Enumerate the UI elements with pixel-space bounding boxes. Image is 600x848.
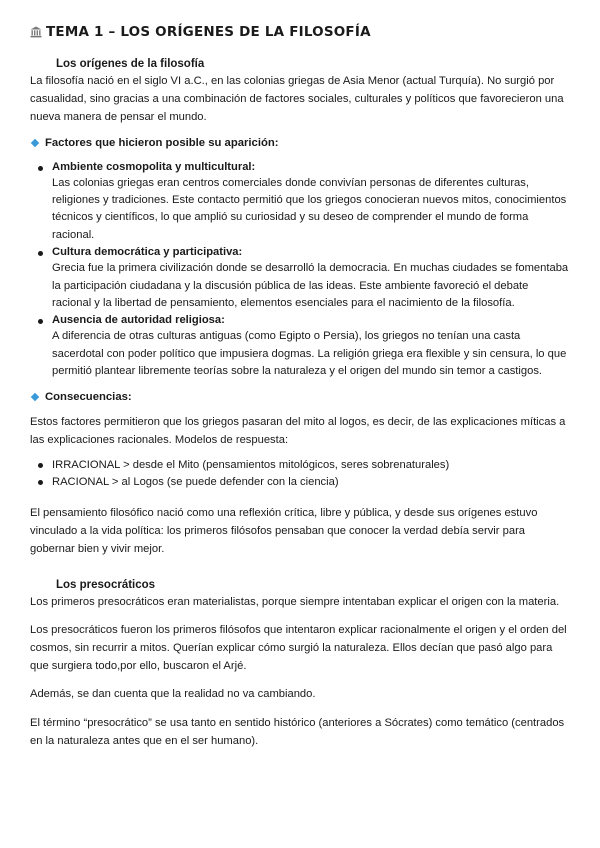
bullet-icon: [38, 480, 43, 485]
classical-building-icon: [30, 26, 42, 38]
factors-list: [30, 159, 570, 381]
consequences-closing: El pensamiento filosófico nació como una reflexión crítica, libre y pública, y desde sus orígenes estuvo vinculado a la vida política: los primeros filósofos pensaban que conocer la verdad debía servir para gobernar bien y vivir mejor.: [30, 506, 538, 556]
document-title: [30, 24, 570, 40]
factor-title: Cultura democrática y participativa:: [52, 246, 243, 259]
title-text: TEMA 1 – LOS ORÍGENES DE LA FILOSOFÍA: [46, 24, 371, 40]
factor-text: Grecia fue la primera civilización donde se desarrolló la democracia. En muchas ciudades se fomentaba la participación ciudadana y la discusión pública de las ideas. Este ambiente favoreció el debate racional y la libertad de pensamiento, elementos esenciales para el nacimiento de la filosofía.: [52, 262, 569, 310]
origins-heading: Los orígenes de la filosofía: [56, 58, 205, 70]
presocratics-paragraph: Los primeros presocráticos eran materialistas, porque siempre intentaban explicar el origen con la materia.: [30, 595, 560, 608]
blue-diamond-icon: [31, 392, 39, 400]
consequences-heading: Consecuencias:: [45, 390, 132, 403]
blue-diamond-icon: [31, 138, 39, 146]
factors-heading-line: [30, 137, 570, 149]
factor-title: Ausencia de autoridad religiosa:: [52, 314, 225, 327]
presocratics-paragraph: Los presocráticos fueron los primeros filósofos que intentaron explicar racionalmente el origen y el orden del cosmos, sin recurrir a mitos. Querían explicar cómo surgió la naturaleza. Ellos decían que pasó algo para que surgiera todo,por ello, buscaron el Arjé.: [30, 623, 567, 673]
consequences-heading-line: [30, 391, 570, 403]
list-item: [30, 457, 570, 474]
presocratics-heading: Los presocráticos: [56, 578, 156, 591]
consequences-text: Estos factores permitieron que los griegos pasaran del mito al logos, es decir, de las explicaciones míticas a las explicaciones racionales. Modelos de respuesta:: [30, 415, 566, 446]
list-item: [30, 474, 570, 491]
factor-title: Ambiente cosmopolita y multicultural:: [52, 160, 256, 173]
origins-text: La filosofía nació en el siglo VI a.C., en las colonias griegas de Asia Menor (actual Turquía). No surgió por casualidad, sino gracias a una combinación de factores sociales, culturales y políticos que favorecieron una nueva manera de pensar el mundo.: [30, 75, 564, 124]
presocratics-paragraph: Además, se dan cuenta que la realidad no va cambiando.: [30, 688, 316, 701]
list-item: [30, 312, 570, 380]
model-text: IRRACIONAL > desde el Mito (pensamientos mitológicos, seres sobrenaturales): [52, 459, 450, 472]
factors-heading: Factores que hicieron posible su aparición:: [45, 136, 279, 149]
factor-text: A diferencia de otras culturas antiguas (como Egipto o Persia), los griegos no tenían una casta sacerdotal con poder político que impusiera dogmas. La religión griega era flexible y sin censura, lo que permitió plantear libremente teorías sobre la naturaleza y el origen del mundo sin temor a castigos.: [52, 330, 567, 378]
list-item: [30, 159, 570, 245]
list-item: [30, 244, 570, 312]
factor-text: Las colonias griegas eran centros comerciales donde convivían personas de diferentes culturas, religiones y tradiciones. Este contacto permitió que los griegos conocieran nuevos mitos, conocimientos técnicos y científicos, lo que amplió su curiosidad y su deseo de comprender el mundo de forma racional.: [52, 176, 567, 241]
presocratics-paragraph: El término “presocrático” se usa tanto en sentido histórico (anteriores a Sócrates) como temático (centrados en la naturaleza antes que en el ser humano).: [30, 716, 565, 747]
model-text: RACIONAL > al Logos (se puede defender con la ciencia): [52, 476, 339, 489]
bullet-icon: [38, 166, 43, 171]
bullet-icon: [38, 319, 43, 324]
bullet-icon: [38, 251, 43, 256]
models-list: [30, 457, 570, 492]
bullet-icon: [38, 463, 43, 468]
